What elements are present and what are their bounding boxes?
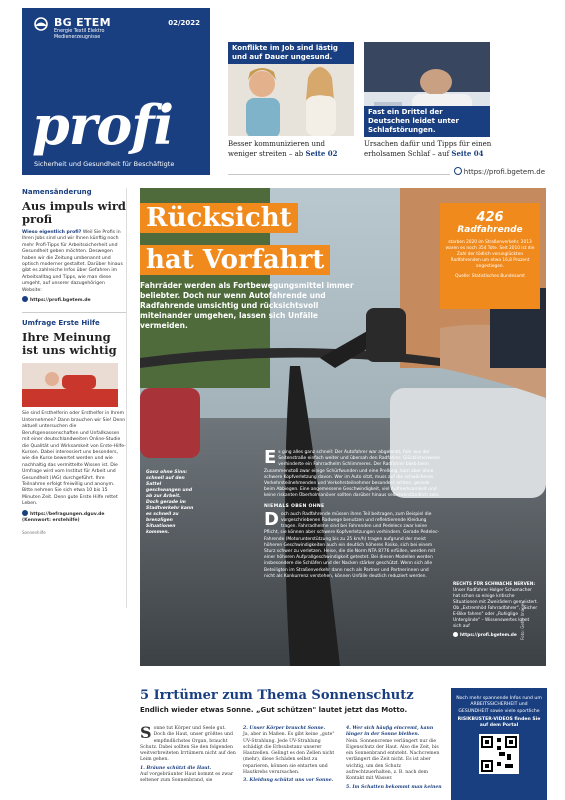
dropcap: S — [140, 723, 152, 742]
sidebar-kicker-rename: Namensänderung — [22, 188, 92, 196]
sidebar-kicker-survey: Umfrage Erste Hilfe — [22, 319, 100, 328]
myth-4: 4. Wer sich häufig eincremt, kann länger in der Sonne bleiben. — [346, 726, 434, 738]
teaser-conflict[interactable] — [228, 42, 354, 164]
first-aid-illustration — [22, 363, 118, 407]
site-url[interactable]: https://profi.bgetem.de — [450, 167, 545, 176]
sidebar-survey-password: (Kennwort: erstehilfe) — [22, 517, 80, 523]
issue-number: 02/2022 — [168, 19, 200, 27]
brand-name: BG ETEM — [54, 16, 111, 29]
myth-5: 5. Im Schatten bekommt man keinen — [346, 784, 442, 790]
qr-code-icon[interactable] — [479, 734, 519, 774]
sidenote-head: RECHTS FÜR SCHWACHE NERVEN: — [453, 582, 536, 587]
hero-title-line1: Rücksicht — [140, 203, 298, 233]
sun-column-2: 2. Unser Körper braucht Sonne. Ja, aber in Maßen. Es gibt keine „gute" UV-Strahlung. Jede UV-Strahlung schädigt die Erbsubstanz unserer Hautzellen. Gelingt es den Zellen nicht (mehr), diese Schäden selbst zu reparieren, können sie entarten und Hautkrebs verursachen. 3. Kleidung schützt uns vor Sonne. — [243, 726, 339, 785]
teaser-sleep[interactable] — [364, 42, 490, 164]
photo-caption: Ganz ohne Sinn: schnell auf den Sattel geschwungen und ab zur Arbeit. Doch gerade im Stadtverkehr kann es schnell zu brenzligen Situationen kommen. — [146, 470, 194, 535]
sidebar-body-survey: Sie sind Ersthelferin oder Ersthelfer in Ihrem Unternehmen? Dann brauchen wir Sie! Denn aktuell untersuchen die Berufsgenossenschaften und Unfallkassen mit einer deutschlandweiten Online-Studie die Qualität und Wirksamkeit von Erste-Hilfe-Kursen. Dabei interessiert uns besonders, wie die Kurse bewertet werden und wie nachhaltig das vermittelte Wissen ist. Die Umfrage wird vom Institut für Arbeit und Gesundheit (IAG) durchgeführt. Ihre Teilnahme erfolgt freiwillig und anonym. Bitte nehmen Sie sich etwa 10 bis 15 Minuten Zeit. Denn gute Erste Hilfe rettet Leben. — [22, 411, 126, 507]
qr-text-2: RISIKBUSTER-VIDEOS finden Sie auf dem Portal — [457, 716, 541, 729]
sidebar — [22, 188, 127, 608]
qr-text-1: Noch mehr spannende Infos rund um ARBEITSSICHERHEIT und GESUNDHEIT sowie viele sportliche — [456, 696, 542, 714]
globe-icon — [22, 296, 28, 302]
divider — [22, 312, 126, 313]
publication-tagline: Sicherheit und Gesundheit für Beschäftigte — [34, 160, 175, 168]
sidebar-headline-rename: Aus impuls wird profi — [22, 199, 126, 226]
globe-icon — [454, 167, 462, 175]
sidenote-link[interactable]: https://profi.bgetem.de — [453, 632, 539, 639]
section-title: 5 Irrtümer zum Thema Sonnenschutz — [140, 688, 414, 703]
sidebar-link-profi[interactable]: https://profi.bgetem.de — [22, 296, 126, 304]
sidebar-link-survey[interactable]: https://befragungen.dguv.de — [22, 510, 126, 518]
teaser-conflict-headline: Konflikte im Job sind lästig und auf Dauer ungesund. — [228, 42, 354, 64]
teaser-sleep-headline: Fast ein Drittel der Deutschen leidet unter Schlafstörungen. — [364, 106, 490, 137]
myth-2: 2. Unser Körper braucht Sonne. — [243, 726, 326, 731]
myth-3: 3. Kleidung schützt uns vor Sonne. — [243, 778, 334, 784]
sidenote-text: Unser Radfahrer Holger Schumacher hat schon so einige kritische Situationen mit Zweirädern gemeistert. Ob „Extremhöd Fahrradfahrer", „Sicher E-Bike fahren" oder „Ruhiglige Unterglinde" – Wissenswertes lohnt sich auf — [453, 588, 538, 629]
first-aid-photo — [22, 363, 118, 407]
article-subheading: NIEMALS OBEN OHNE — [264, 503, 325, 509]
masthead — [22, 8, 210, 175]
sidebar-headline-survey: Ihre Meinung ist uns wichtig — [22, 330, 117, 358]
sun-column-1: Sonne tut Körper und Seele gut. Doch die Haut, unser größtes und empfindlichstes Organ, braucht Schutz. Dabei sollten Sie den folgenden weitverbreiteten Irrtümern nicht auf den Leim gehen. 1. Bräune schützt die Haut. Auf vorgebräunter Haut kommt es zwar seltener zum Sonnenbrand, sie — [140, 723, 236, 784]
globe-icon — [22, 510, 28, 516]
stat-label: Radfahrende — [457, 225, 523, 235]
myth-1: 1. Bräune schützt die Haut. — [140, 765, 212, 771]
teaser-conflict-link[interactable]: Seite 02 — [305, 149, 338, 158]
hero-intro: Fahrräder werden als Fortbewegungsmittel immer beliebter. Doch nur wenn Autofahrende und Radfahrende umsichtig und rücksichtsvoll miteinander umgehen, lassen sich Unfälle vermeiden. — [140, 281, 354, 330]
article-paragraph-2: Doch auch Radfahrende müssen ihren Teil beitragen, zum Beispiel die vorgeschriebenen Radwege benutzen und reflektierende Kleidung tragen. Fahrradhelme sind bei Fahrenden und Pedelecs zwar keine Pflicht, sie können aber schwere Kopfverletzungen verhindern. Gerade Pedelec-Fahrende (Motorunterstützung bis zu 25 km/h) tragen aufgrund der meist höheren Geschwindigkeiten auch ein deutlich höheres Risiko, sich bei einem Sturz schwer zu verletzen. Heise, die die Norm NTA 8776 erfüllen, werden mit einer höheren Aufprallgeschwindigkeit getestet. Bei diesen Modellen werden insbesondere die Schläfen und der Nacken stärker geschützt. Wenn sich alle Beteiligten im Straßenverkehr dann noch als Partner und Partnerinnen und nicht als Konkurrenz verstehen, können Unfälle deutlich reduziert werden. — [264, 508, 440, 579]
globe-icon — [453, 632, 458, 637]
sun-column-3: 4. Wer sich häufig eincremt, kann länger in der Sonne bleiben. Nein. Sonnencreme verlängert nur die Eigenschutz der Haut. Also die Zeit, bis ein Sonnenbrand entsteht. Nachcremen verlängert die Zeit nicht. Es ist aber wichtig, um den Schutz aufrechtzuerhalten, z. B. nach dem Kontakt mit Wasser. 5. Im Schatten bekommt man keinen — [346, 726, 442, 790]
brand-subline: Energie Textil Elektro Medienerzeugnisse — [54, 29, 105, 40]
article-paragraph-1: Es ging alles ganz schnell: Der Autofahrer war abgelenkt, fuhr aus der Seitenstraße einfach weiter und übersah den Radfahrer. Glücklicherweise verhinderte ein Fahrradhelm Schlimmeres. Der Radfahrer blieb beim Zusammenstoß zwar einige Schürfwunden und eine Prellung, kam aber ohne schwere Kopfverletzung davon. Wer im Auto sitzt, muss auf die schwächeren Verkehrsteilnehmenden und Verkehrsteilnehmer besonders achten, gerade beim Abbiegen. Eine angemessene Geschwindigkeit, viel Aufmerksamkeit und keine riskanten Überholmanöver sollten darüber hinaus selbstverständlich sein. — [264, 447, 440, 499]
bg-etem-logo-icon — [32, 17, 50, 31]
stat-box — [440, 203, 540, 309]
sidebar-footer: Sonnenhilfe — [22, 530, 46, 536]
hero-title-line2: hat Vorfahrt — [140, 245, 330, 275]
hero-sidenote — [453, 582, 539, 639]
teaser-sleep-text: Ursachen dafür und Tipps für einen erholsamen Schlaf – auf Seite 04 — [364, 140, 492, 158]
portal-qr-box[interactable] — [451, 688, 547, 800]
photo-credit: Foto: Getty Images — [520, 601, 525, 640]
sidebar-body-rename: Wieso eigentlich profi? Weil Sie Profis in Ihren Jobs sind und wir Ihnen künftig noch mehr Profi-Tipps für Arbeitssicherheit und Gesundheit geben möchten. Deswegen haben wir die Zeitung umbenannt und optisch moderner gestaltet. Darüber hinaus gibt es zahlreiche Infos über Gefahren im Arbeitsalltag und Tipps, wie man diese umgeht, auf unserer dazugehörigen Website: — [22, 230, 123, 293]
stat-source: Quelle: Statistisches Bundesamt — [455, 274, 525, 279]
teaser-conflict-text: Besser kommunizieren und weniger streiten – ab Seite 02 — [228, 140, 338, 158]
section-lead: Endlich wieder etwas Sonne. „Gut schützen" lautet jetzt das Motto. — [140, 706, 408, 714]
teaser-sleep-link[interactable]: Seite 04 — [451, 149, 484, 158]
dropcap: E — [264, 447, 277, 468]
publication-title: profi — [32, 93, 173, 157]
stat-number: 426 — [476, 210, 504, 225]
hero-article — [264, 447, 440, 580]
sun-protection-section — [140, 688, 440, 714]
dropcap: D — [264, 508, 279, 530]
stat-text: starben 2020 im Straßenverkehr. 2013 waren es noch 354 Tote. Seit 2010 ist die Zahl der tödlich verunglückten Radfahrenden um etwa 16,8 Prozent angestiegen. — [445, 240, 535, 269]
